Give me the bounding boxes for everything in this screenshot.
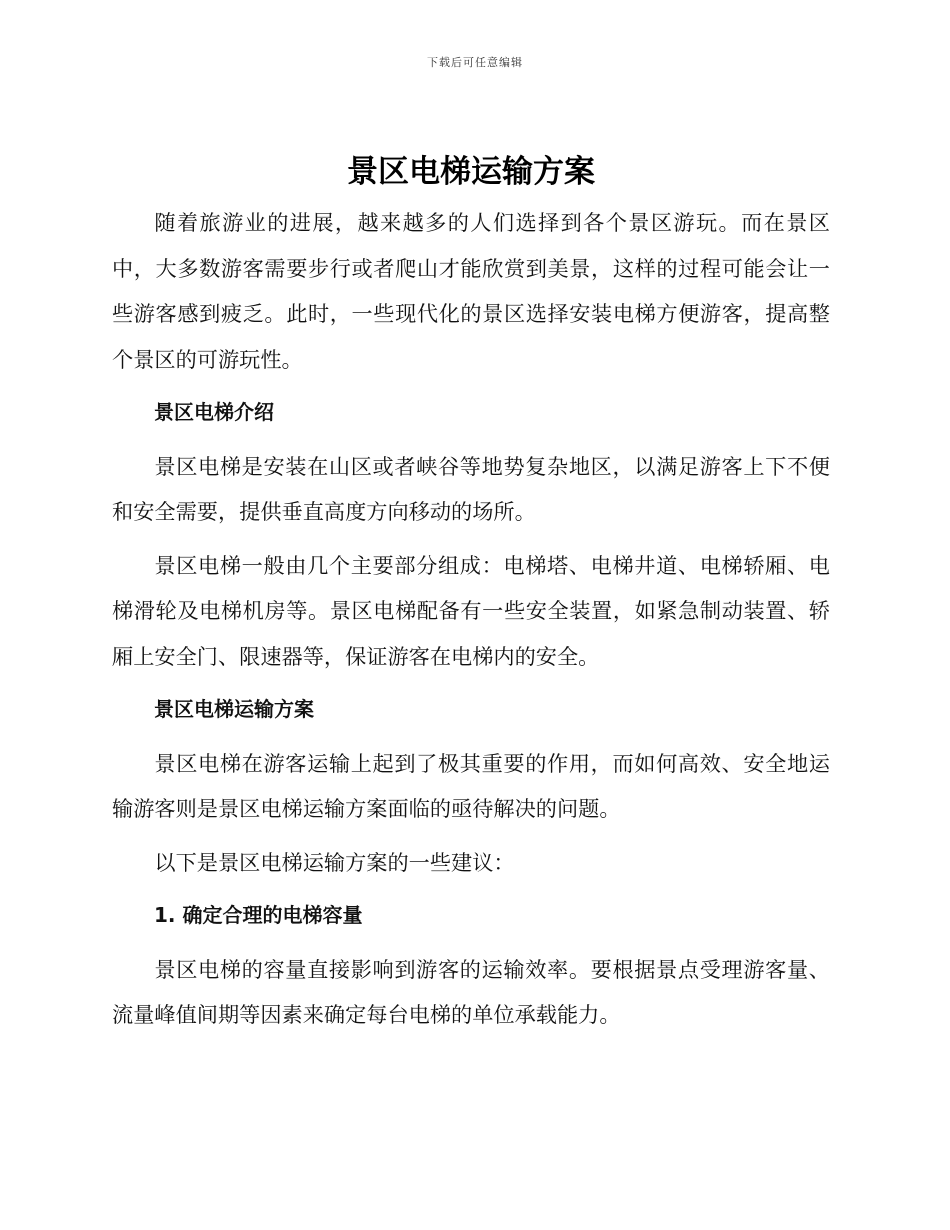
section2-paragraph-2: 以下是景区电梯运输方案的一些建议： <box>154 849 515 875</box>
spacer <box>112 832 830 840</box>
intro-paragraph: 随着旅游业的进展，越来越多的人们选择到各个景区游玩。而在景区中，大多数游客需要步行或者爬山才能欣赏到美景，这样的过程可能会让一些游客感到疲乏。此时，一些现代化的景区选择安装电梯方便游客，提高整个景区的可游玩性。 <box>112 210 830 372</box>
spacer <box>112 939 830 947</box>
spacer <box>112 436 830 444</box>
spacer <box>112 679 830 687</box>
section-heading-introduction: 景区电梯介绍 <box>154 400 274 424</box>
spacer <box>112 733 830 741</box>
section1-paragraph-1: 景区电梯是安装在山区或者峡谷等地势复杂地区，以满足游客上下不便和安全需要，提供垂直高度方向移动的场所。 <box>112 453 830 524</box>
spacer <box>112 382 830 390</box>
document-body <box>112 150 830 1038</box>
spacer <box>112 535 830 543</box>
spacer <box>112 885 830 893</box>
document-title: 景区电梯运输方案 <box>347 154 595 190</box>
section1-paragraph-2: 景区电梯一般由几个主要部分组成：电梯塔、电梯井道、电梯轿厢、电梯滑轮及电梯机房等。景区电梯配备有一些安全装置，如紧急制动装置、轿厢上安全门、限速器等，保证游客在电梯内的安全。 <box>112 552 830 669</box>
section-heading-transport-plan: 景区电梯运输方案 <box>154 697 314 721</box>
subsection1-paragraph-1: 景区电梯的容量直接影响到游客的运输效率。要根据景点受理游客量、流量峰值间期等因素来确定每台电梯的单位承载能力。 <box>112 956 830 1027</box>
header-note: 下载后可任意编辑 <box>427 56 523 69</box>
subsection-heading-capacity: 1. 确定合理的电梯容量 <box>154 903 363 927</box>
section2-paragraph-1: 景区电梯在游客运输上起到了极其重要的作用，而如何高效、安全地运输游客则是景区电梯运输方案面临的亟待解决的问题。 <box>112 750 830 821</box>
